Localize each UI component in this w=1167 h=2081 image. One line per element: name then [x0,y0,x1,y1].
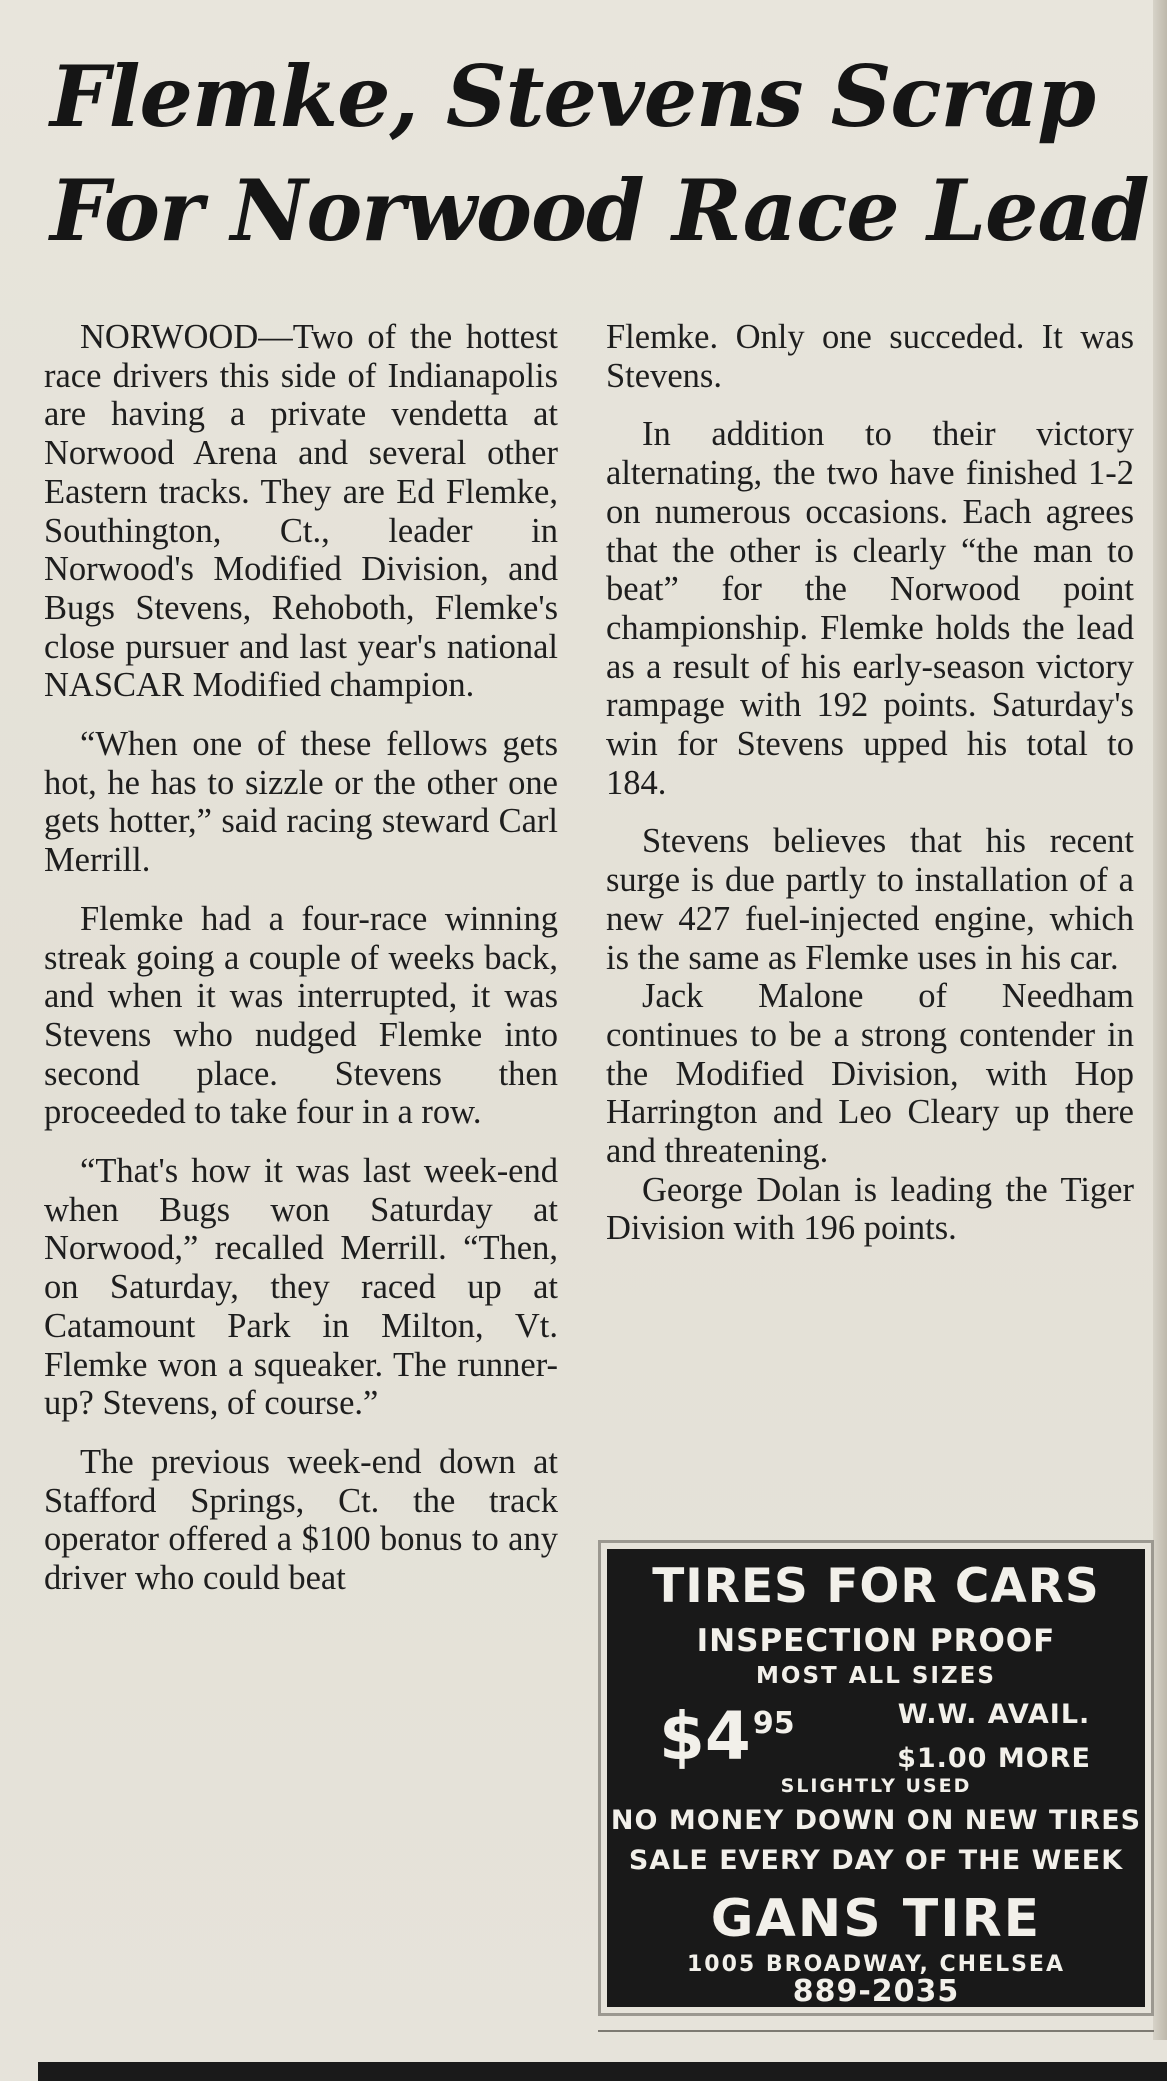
article-column-left [44,318,558,1598]
paragraph: George Dolan is leading the Tiger Division with 196 points. [606,1170,1134,1248]
ad-no-money-down: NO MONEY DOWN ON NEW TIRES [610,1805,1142,1836]
ad-business-name: GANS TIRE [710,1889,1042,1949]
ad-phone: 889-2035 [792,1974,960,2009]
ad-subtitle: INSPECTION PROOF [696,1623,1056,1659]
ad-title: TIRES FOR CARS [652,1559,1100,1614]
paragraph: The previous week-end down at Stafford Springs, Ct. the track operator offered a $100 bonus to any driver who could beat [44,1442,558,1598]
paragraph: Flemke had a four-race winning streak going a couple of weeks back, and when it was interrupted, it was Stevens who nudged Flemke into second place. Stevens then proceeded to take four in a row. [44,899,558,1132]
ad-whitewall-line-1: W.W. AVAIL. [897,1699,1091,1730]
ad-panel [607,1549,1145,2007]
paragraph: NORWOOD—Two of the hottest race drivers this side of Indianapolis are having a private vendetta at Norwood Arena and several other Eastern tracks. They are Ed Flemke, Southington, Ct., leader in Norwood's Modified Division, and Bugs Stevens, Rehoboth, Flemke's close pursuer and last year's national NASCAR Modified champion. [44,318,558,705]
divider [598,2030,1154,2032]
paragraph: “When one of these fellows gets hot, he has to sizzle or the other one gets hotter,” said racing steward Carl Merrill. [44,725,558,880]
tire-advertisement [598,1540,1154,2016]
paragraph: “That's how it was last week-end when Bugs won Saturday at Norwood,” recalled Merrill. “Then, on Saturday, they raced up at Catamount Park in Milton, Vt. Flemke won a squeaker. The runner-up? Stevens, of course.” [44,1152,558,1423]
ad-sale-line: SALE EVERY DAY OF THE WEEK [628,1845,1124,1876]
bottom-rule [38,2062,1167,2081]
headline-line-2: For Norwood Race Lead [50,161,1149,260]
paragraph: Flemke. Only one succeded. It was Stevens. [606,318,1134,395]
paragraph: In addition to their victory alternating, the two have finished 1-2 on numerous occasions. Each agrees that the other is clearly “the man to beat” for the Norwood point championship. Flemke holds the lead as a result of his early-season victory rampage with 192 points. Saturday's win for Stevens upped his total to 184. [606,415,1134,802]
ad-price-cents: 95 [752,1706,795,1741]
headline [50,40,1149,268]
ad-whitewall-line-2: $1.00 MORE [897,1743,1091,1774]
headline-line-1: Flemke, Stevens Scrap [50,47,1095,146]
ad-address: 1005 BROADWAY, CHELSEA [686,1952,1065,1977]
ad-condition: SLIGHTLY USED [780,1775,972,1797]
page-edge [1153,0,1167,2040]
ad-price-dollars: $4 [659,1698,751,1775]
paragraph: Jack Malone of Needham continues to be a strong contender in the Modified Division, with Hop Harrington and Leo Cleary up there and threatening. [606,977,1134,1171]
ad-whitewall [869,1693,1119,1781]
ad-price [659,1689,795,1775]
article-column-right [606,318,1134,1248]
ad-sizes: MOST ALL SIZES [756,1663,996,1689]
paragraph: Stevens believes that his recent surge is due partly to installation of a new 427 fuel-injected engine, which is the same as Flemke uses in his car. [606,822,1134,977]
